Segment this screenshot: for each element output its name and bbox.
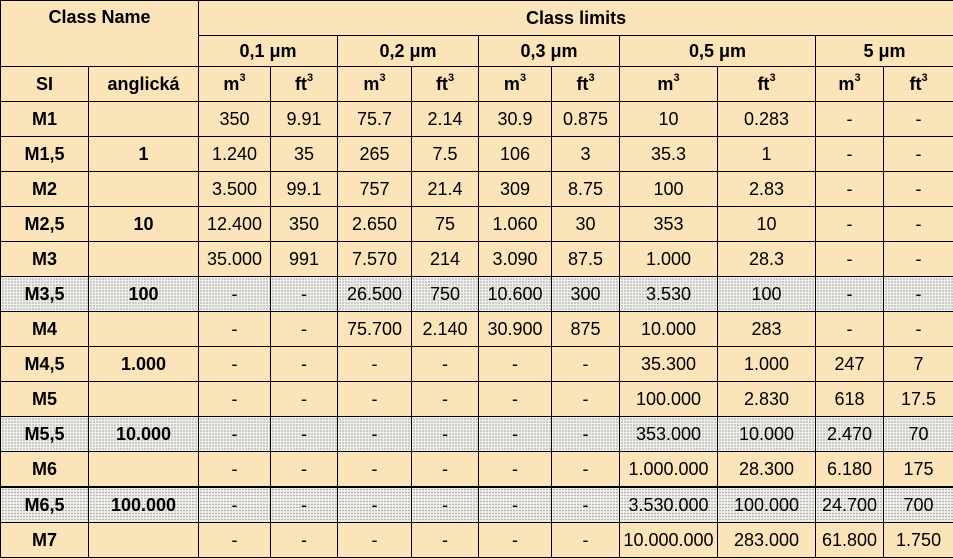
limit-value-cell: 3.530 <box>620 277 718 312</box>
limit-value-cell: 61.800 <box>816 523 884 558</box>
limit-value-cell: - <box>412 347 479 382</box>
limit-value-cell: 750 <box>412 277 479 312</box>
unit-base: m <box>363 73 380 94</box>
limit-value-cell: 30 <box>552 207 620 242</box>
english-class-cell: 1 <box>89 137 199 172</box>
limit-value-cell: - <box>199 347 271 382</box>
limit-value-cell: 618 <box>816 382 884 417</box>
limit-value-cell: 28.300 <box>718 452 816 488</box>
limit-value-cell: - <box>884 102 953 137</box>
limit-value-cell: 17.5 <box>884 382 953 417</box>
limit-value-cell: 1.240 <box>199 137 271 172</box>
table-row <box>1 382 953 417</box>
limit-value-cell: 1.000.000 <box>620 452 718 488</box>
table-row <box>1 277 953 312</box>
limit-value-cell: - <box>479 487 552 523</box>
limit-value-cell: - <box>552 523 620 558</box>
si-class-cell: M7 <box>1 523 89 558</box>
limit-value-cell: 265 <box>338 137 412 172</box>
limit-value-cell: - <box>552 452 620 488</box>
limit-value-cell: 106 <box>479 137 552 172</box>
limit-value-cell: - <box>199 452 271 488</box>
limit-value-cell: 3.530.000 <box>620 487 718 523</box>
si-class-cell: M5,5 <box>1 417 89 452</box>
limit-value-cell: - <box>199 312 271 347</box>
limit-value-cell: - <box>884 242 953 277</box>
limit-value-cell: 10.000.000 <box>620 523 718 558</box>
limit-value-cell: 75 <box>412 207 479 242</box>
limit-value-cell: 87.5 <box>552 242 620 277</box>
limit-value-cell: 6.180 <box>816 452 884 488</box>
table-row <box>1 452 953 488</box>
english-class-cell: 10 <box>89 207 199 242</box>
limit-value-cell: 300 <box>552 277 620 312</box>
limit-value-cell: 757 <box>338 172 412 207</box>
unit-exponent: 3 <box>447 71 455 84</box>
limit-value-cell: - <box>816 312 884 347</box>
limit-value-cell: 2.470 <box>816 417 884 452</box>
limit-value-cell: - <box>479 523 552 558</box>
unit-base: ft <box>294 73 307 94</box>
si-class-cell: M6,5 <box>1 487 89 523</box>
unit-m3-header <box>199 67 271 102</box>
table-body <box>1 102 953 558</box>
si-class-cell: M5 <box>1 382 89 417</box>
limit-value-cell: - <box>552 347 620 382</box>
limit-value-cell: - <box>552 417 620 452</box>
limit-value-cell: - <box>199 523 271 558</box>
unit-m3-header <box>620 67 718 102</box>
limit-value-cell: 1.000 <box>620 242 718 277</box>
limit-value-cell: 309 <box>479 172 552 207</box>
english-class-cell: 10.000 <box>89 417 199 452</box>
limit-value-cell: 2.830 <box>718 382 816 417</box>
limit-value-cell: 175 <box>884 452 953 488</box>
table-row <box>1 102 953 137</box>
limit-value-cell: - <box>271 523 338 558</box>
limit-value-cell: - <box>199 382 271 417</box>
unit-exponent: 3 <box>588 71 595 84</box>
limit-value-cell: 2.140 <box>412 312 479 347</box>
size-header-5: 5 μm <box>816 36 953 67</box>
limit-value-cell: 1.750 <box>884 523 953 558</box>
limit-value-cell: 350 <box>199 102 271 137</box>
limit-value-cell: 26.500 <box>338 277 412 312</box>
limit-value-cell: - <box>271 312 338 347</box>
limit-value-cell: 100 <box>718 277 816 312</box>
limit-value-cell: - <box>199 277 271 312</box>
limit-value-cell: 1.000 <box>718 347 816 382</box>
limit-value-cell: 75.7 <box>338 102 412 137</box>
si-class-cell: M4 <box>1 312 89 347</box>
english-class-cell: 1.000 <box>89 347 199 382</box>
limit-value-cell: 7.570 <box>338 242 412 277</box>
limit-value-cell: 1.060 <box>479 207 552 242</box>
si-class-cell: M3 <box>1 242 89 277</box>
english-class-cell <box>89 312 199 347</box>
unit-base: m <box>838 73 855 94</box>
unit-exponent: 3 <box>921 71 928 84</box>
si-class-cell: M6 <box>1 452 89 488</box>
unit-ft3-header <box>271 67 338 102</box>
limit-value-cell: 30.9 <box>479 102 552 137</box>
unit-exponent: 3 <box>519 71 527 84</box>
limit-value-cell: - <box>884 172 953 207</box>
limit-value-cell: - <box>271 417 338 452</box>
si-class-cell: M1 <box>1 102 89 137</box>
limit-value-cell: 24.700 <box>816 487 884 523</box>
unit-ft3-header <box>884 67 953 102</box>
english-class-cell <box>89 102 199 137</box>
si-header: SI <box>1 67 89 102</box>
limit-value-cell: 9.91 <box>271 102 338 137</box>
unit-base: m <box>223 73 240 94</box>
limit-value-cell: 99.1 <box>271 172 338 207</box>
limit-value-cell: 700 <box>884 487 953 523</box>
unit-m3-header <box>816 67 884 102</box>
limit-value-cell: - <box>884 137 953 172</box>
limit-value-cell: - <box>479 417 552 452</box>
limit-value-cell: 0.283 <box>718 102 816 137</box>
limit-value-cell: - <box>816 277 884 312</box>
limit-value-cell: 7 <box>884 347 953 382</box>
limit-value-cell: - <box>479 452 552 488</box>
limit-value-cell: 10.000 <box>620 312 718 347</box>
limit-value-cell: - <box>271 277 338 312</box>
limit-value-cell: 12.400 <box>199 207 271 242</box>
limit-value-cell: 100.000 <box>620 382 718 417</box>
limit-value-cell: - <box>199 487 271 523</box>
english-class-cell <box>89 382 199 417</box>
limit-value-cell: 10.600 <box>479 277 552 312</box>
unit-exponent: 3 <box>673 71 680 84</box>
unit-exponent: 3 <box>854 71 861 84</box>
limit-value-cell: - <box>816 242 884 277</box>
limit-value-cell: 0.875 <box>552 102 620 137</box>
si-class-cell: M4,5 <box>1 347 89 382</box>
limit-value-cell: 2.14 <box>412 102 479 137</box>
unit-base: ft <box>757 73 770 94</box>
limit-value-cell: 10 <box>620 102 718 137</box>
table-row <box>1 523 953 558</box>
limit-value-cell: - <box>271 347 338 382</box>
unit-m3-header <box>338 67 412 102</box>
limit-value-cell: - <box>412 523 479 558</box>
unit-ft3-header <box>412 67 479 102</box>
limit-value-cell: - <box>552 487 620 523</box>
table-row <box>1 242 953 277</box>
limit-value-cell: - <box>412 382 479 417</box>
limit-value-cell: 70 <box>884 417 953 452</box>
unit-base: ft <box>909 73 922 94</box>
limit-value-cell: - <box>816 172 884 207</box>
limit-value-cell: - <box>271 487 338 523</box>
english-class-cell: 100.000 <box>89 487 199 523</box>
english-class-cell <box>89 452 199 488</box>
table-row <box>1 347 953 382</box>
unit-ft3-header <box>552 67 620 102</box>
limit-value-cell: - <box>816 102 884 137</box>
limit-value-cell: - <box>412 487 479 523</box>
limit-value-cell: - <box>338 523 412 558</box>
limit-value-cell: 353 <box>620 207 718 242</box>
limit-value-cell: 991 <box>271 242 338 277</box>
limit-value-cell: 35.000 <box>199 242 271 277</box>
limit-value-cell: - <box>884 277 953 312</box>
table-row <box>1 207 953 242</box>
size-header-0-2: 0,2 μm <box>338 36 479 67</box>
limit-value-cell: - <box>884 312 953 347</box>
si-class-cell: M1,5 <box>1 137 89 172</box>
limit-value-cell: - <box>338 382 412 417</box>
unit-base: m <box>657 73 674 94</box>
limit-value-cell: 8.75 <box>552 172 620 207</box>
limit-value-cell: - <box>412 417 479 452</box>
limit-value-cell: 3.500 <box>199 172 271 207</box>
limit-value-cell: 214 <box>412 242 479 277</box>
limit-value-cell: 35.300 <box>620 347 718 382</box>
table-row <box>1 487 953 523</box>
limit-value-cell: - <box>479 382 552 417</box>
limit-value-cell: 30.900 <box>479 312 552 347</box>
si-class-cell: M3,5 <box>1 277 89 312</box>
class-name-header: Class Name <box>1 1 199 67</box>
english-class-cell <box>89 242 199 277</box>
size-header-0-1: 0,1 μm <box>199 36 338 67</box>
table-row <box>1 312 953 347</box>
table-row <box>1 417 953 452</box>
english-class-cell <box>89 523 199 558</box>
limit-value-cell: 3.090 <box>479 242 552 277</box>
english-class-cell: 100 <box>89 277 199 312</box>
limit-value-cell: 875 <box>552 312 620 347</box>
anglicka-header: anglická <box>89 67 199 102</box>
unit-m3-header <box>479 67 552 102</box>
limit-value-cell: 350 <box>271 207 338 242</box>
unit-ft3-header <box>718 67 816 102</box>
unit-base: ft <box>576 73 589 94</box>
limit-value-cell: - <box>552 382 620 417</box>
limit-value-cell: 1 <box>718 137 816 172</box>
limit-value-cell: - <box>884 207 953 242</box>
unit-base: ft <box>435 73 448 94</box>
limit-value-cell: 100 <box>620 172 718 207</box>
limit-value-cell: - <box>338 452 412 488</box>
limit-value-cell: - <box>271 382 338 417</box>
limit-value-cell: 35.3 <box>620 137 718 172</box>
unit-exponent: 3 <box>306 71 314 84</box>
limit-value-cell: - <box>338 487 412 523</box>
si-class-cell: M2,5 <box>1 207 89 242</box>
limit-value-cell: 3 <box>552 137 620 172</box>
limit-value-cell: 247 <box>816 347 884 382</box>
limit-value-cell: - <box>338 347 412 382</box>
limit-value-cell: - <box>816 137 884 172</box>
unit-exponent: 3 <box>769 71 776 84</box>
limit-value-cell: 353.000 <box>620 417 718 452</box>
limit-value-cell: - <box>271 452 338 488</box>
limit-value-cell: 75.700 <box>338 312 412 347</box>
limit-value-cell: 21.4 <box>412 172 479 207</box>
english-class-cell <box>89 172 199 207</box>
limit-value-cell: - <box>816 207 884 242</box>
size-header-0-5: 0,5 μm <box>620 36 816 67</box>
si-class-cell: M2 <box>1 172 89 207</box>
limit-value-cell: 283.000 <box>718 523 816 558</box>
limit-value-cell: 283 <box>718 312 816 347</box>
table-row <box>1 137 953 172</box>
limit-value-cell: - <box>412 452 479 488</box>
limit-value-cell: - <box>338 417 412 452</box>
limit-value-cell: 2.83 <box>718 172 816 207</box>
limit-value-cell: 7.5 <box>412 137 479 172</box>
unit-base: m <box>503 73 520 94</box>
limit-value-cell: 28.3 <box>718 242 816 277</box>
size-header-0-3: 0,3 μm <box>479 36 620 67</box>
unit-exponent: 3 <box>239 71 246 84</box>
limit-value-cell: 100.000 <box>718 487 816 523</box>
unit-exponent: 3 <box>379 71 386 84</box>
limit-value-cell: 35 <box>271 137 338 172</box>
limit-value-cell: 10.000 <box>718 417 816 452</box>
limit-value-cell: 2.650 <box>338 207 412 242</box>
limit-value-cell: - <box>479 347 552 382</box>
table-row <box>1 172 953 207</box>
class-limits-header: Class limits <box>199 1 953 36</box>
limit-value-cell: 10 <box>718 207 816 242</box>
limit-value-cell: - <box>199 417 271 452</box>
